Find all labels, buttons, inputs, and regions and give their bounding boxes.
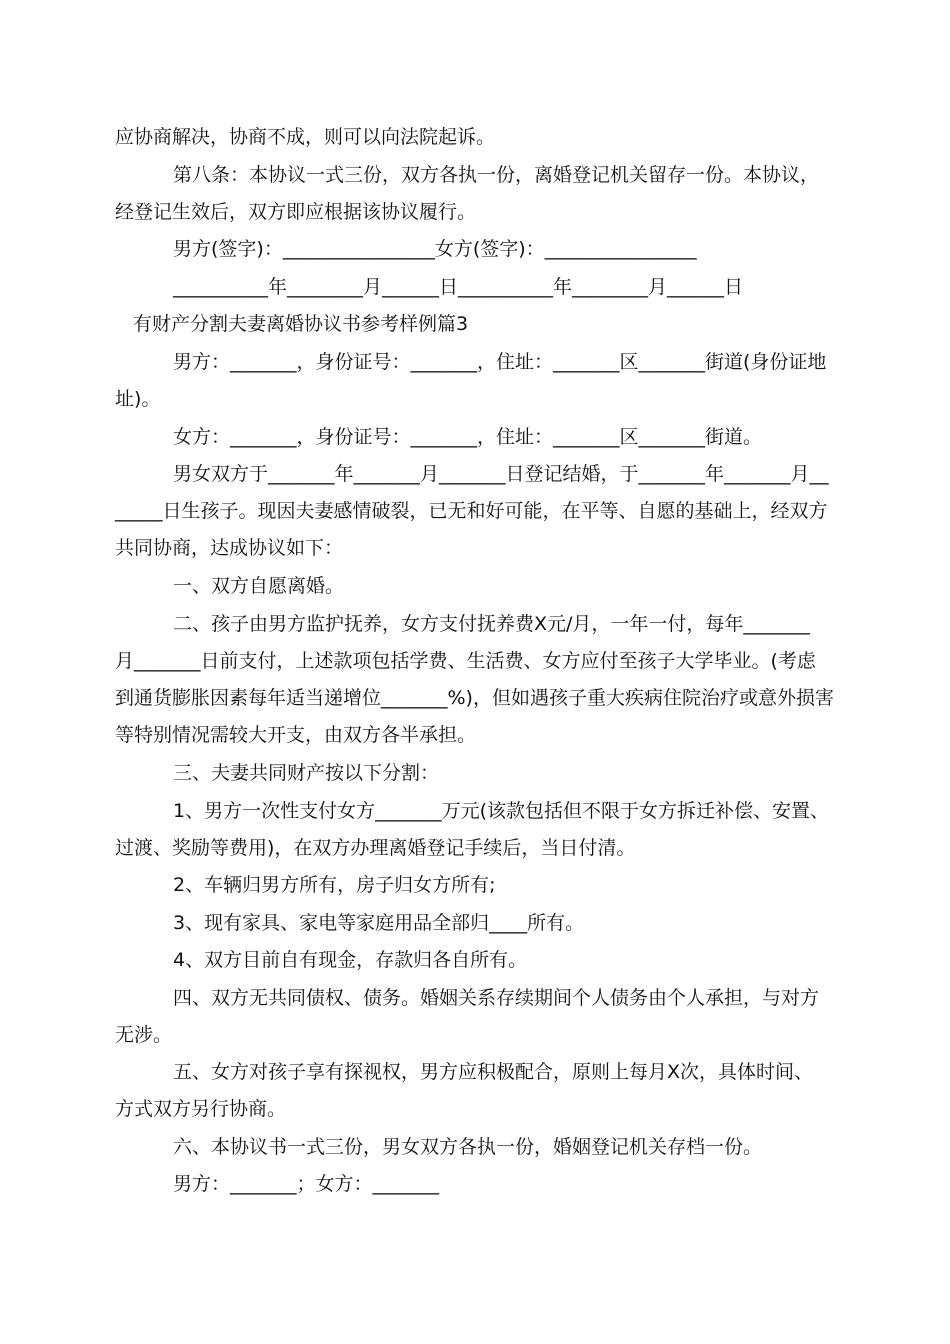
text-line: 等特别情况需较大开支，由双方各半承担。 [115,724,477,746]
text-line: 四、双方无共同债权、债务。婚姻关系存续期间个人债务由个人承担，与对方 [173,987,820,1009]
paragraph-clause-6 [173,1129,893,1166]
text-line: 五、女方对孩子享有探视权，男方应积极配合，原则上每月X次，具体时间、 [173,1061,814,1083]
text-line: 男方：_______；女方：_______ [173,1173,440,1195]
text-line: _____日生孩子。现因夫妻感情破裂，已无和好可能，在平等、自愿的基础上，经双方 [115,500,828,522]
paragraph-clause-5 [115,1054,835,1128]
text-line: 到通货膨胀因素每年适当递增位_______%)，但如遇孩子重大疾病住院治疗或意外损害 [115,687,834,709]
paragraph-continuation [115,119,835,156]
text-line: 3、现有家具、家电等家庭用品全部归____所有。 [173,912,585,934]
text-line: 经登记生效后，双方即应根据该协议履行。 [115,201,477,223]
text-line: 第八条：本协议一式三份，双方各执一份，离婚登记机关留存一份。本协议， [173,164,820,186]
paragraph-clause-3 [173,755,893,792]
paragraph-husband-info [115,344,835,418]
signature-line [173,231,893,268]
paragraph-clause-1 [173,568,893,605]
paragraph-article-8 [115,157,835,231]
paragraph-clause-4 [115,980,835,1054]
text-line: 无涉。 [115,1024,173,1046]
text-line: 六、本协议书一式三份，男女双方各执一份，婚姻登记机关存档一份。 [173,1136,763,1158]
text-line: 女方：_______，身份证号：_______，住址：_______区_______街道。 [173,426,763,448]
date-line [173,269,893,306]
text-line: 有财产分割夫妻离婚协议书参考样例篇3 [133,313,469,335]
text-line: 月_______日前支付，上述款项包括学费、生活费、女方应付至孩子大学毕业。(考虑 [115,650,816,672]
paragraph-wife-info [173,419,893,456]
text-line: 过渡、奖励等费用)，在双方办理离婚登记手续后，当日付清。 [115,837,636,859]
text-line: 二、孩子由男方监护抚养，女方支付抚养费X元/月，一年一付，每年_______ [173,613,810,635]
paragraph-item-3 [173,905,893,942]
text-line: 址)。 [115,388,161,410]
text-line: 2、车辆归男方所有，房子归女方所有; [173,874,496,896]
paragraph-item-1 [115,793,835,867]
paragraph-clause-2 [115,606,835,754]
text-line: 方式双方另行协商。 [115,1098,287,1120]
final-signature-line [173,1166,893,1203]
paragraph-item-4 [173,942,893,979]
text-line: 应协商解决，协商不成，则可以向法院起诉。 [115,126,496,148]
text-line: __________年________月______日__________年________月______日 [173,276,744,298]
paragraph-marriage [115,456,835,567]
text-line: 共同协商，达成协议如下： [115,537,344,559]
text-line: 男女双方于_______年_______月_______日登记结婚，于_______年_______月__ [173,463,829,485]
text-line: 4、双方目前自有现金，存款归各自所有。 [173,949,528,971]
text-line: 1、男方一次性支付女方_______万元(该款包括但不限于女方拆迁补偿、安置、 [173,800,830,822]
text-line: 男方：_______，身份证号：_______，住址：_______区_______街道(身份证地 [173,351,827,373]
section-title [133,306,853,343]
text-line: 一、双方自愿离婚。 [173,575,345,597]
paragraph-item-2 [173,867,893,904]
text-line: 三、夫妻共同财产按以下分割： [173,762,440,784]
text-line: 男方(签字)：________________女方(签字)：________________ [173,238,697,260]
